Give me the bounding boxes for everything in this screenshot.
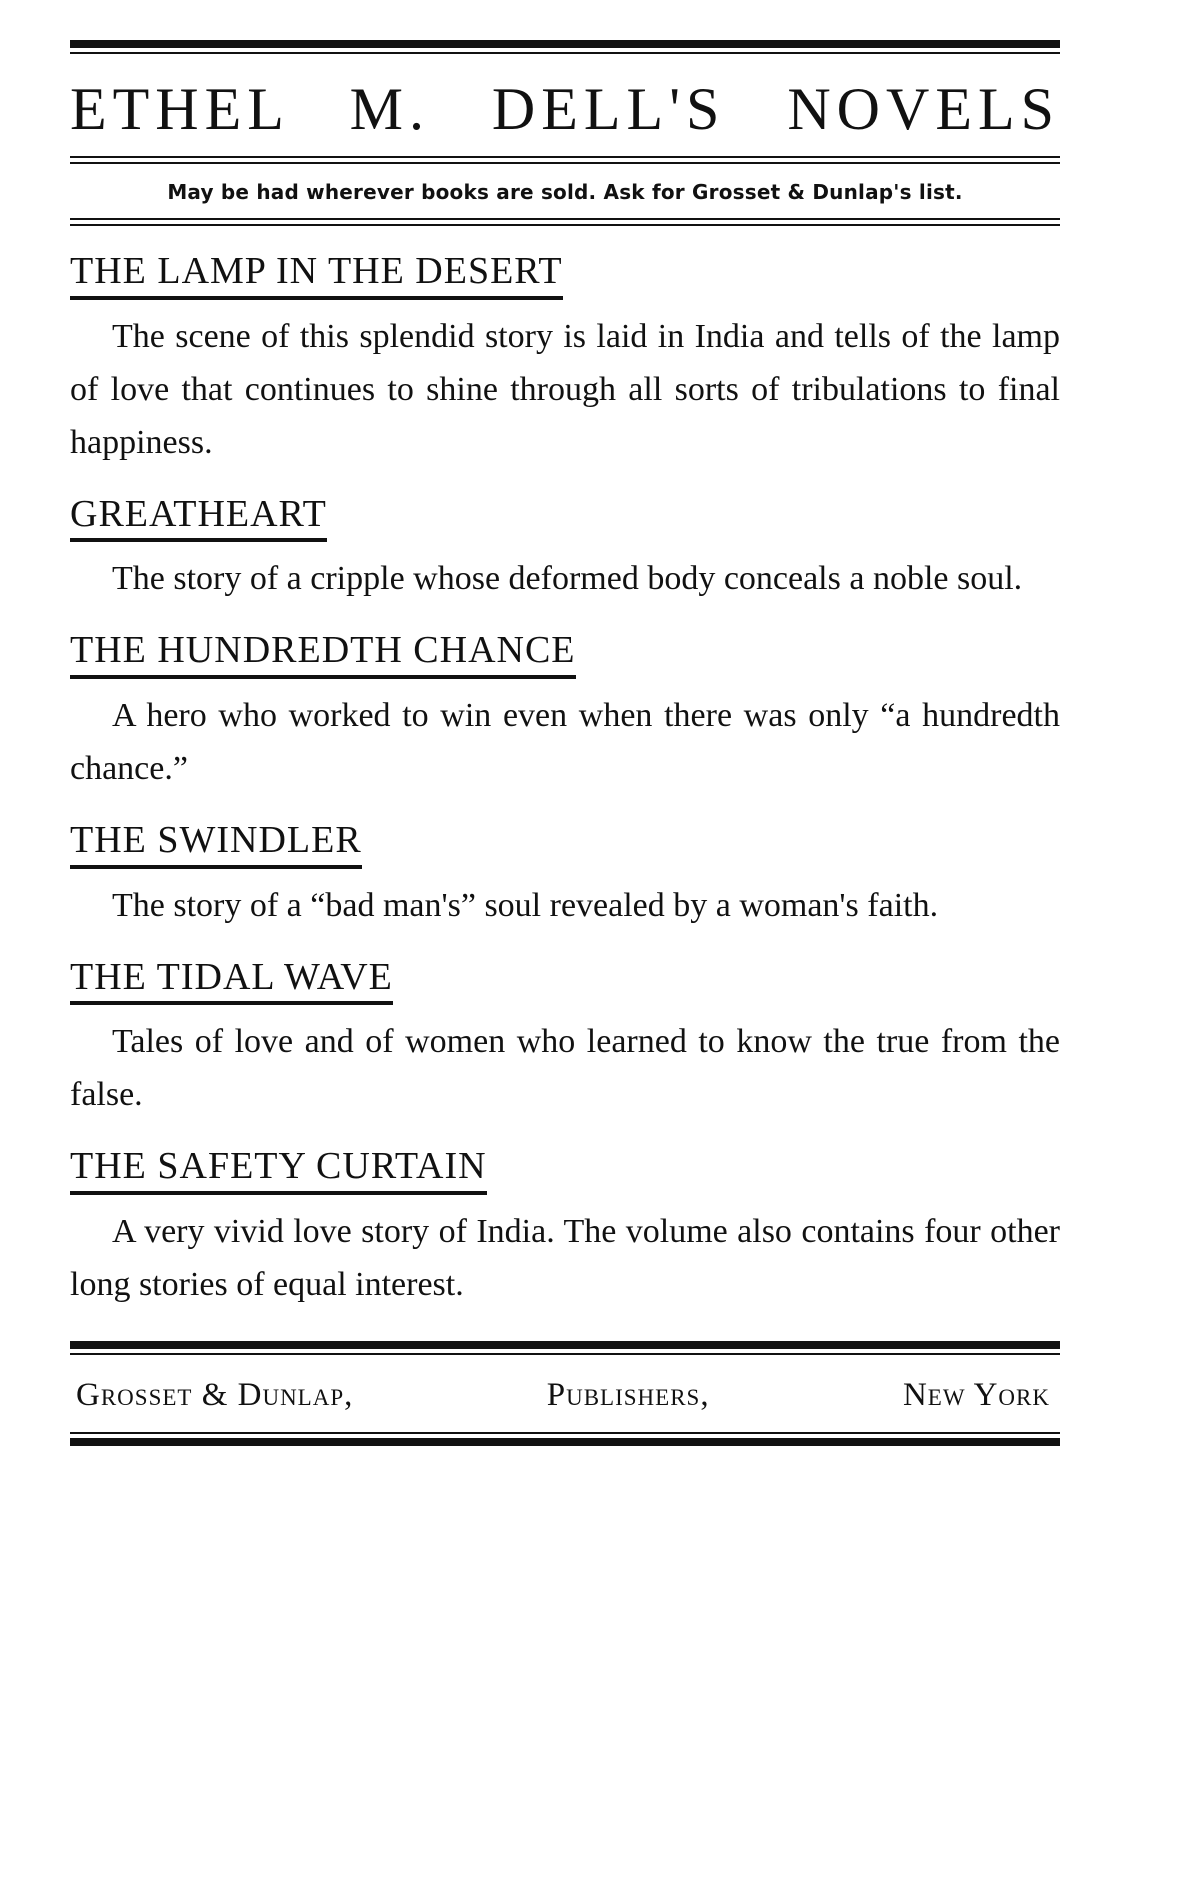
novel-title: THE TIDAL WAVE	[70, 956, 393, 1006]
publisher-line	[76, 1377, 1050, 1414]
novel-title: THE SAFETY CURTAIN	[70, 1145, 487, 1195]
novel-title: THE HUNDREDTH CHANCE	[70, 629, 576, 679]
bottom-rule	[70, 1438, 1060, 1446]
novel-entry-greatheart	[70, 493, 1060, 606]
novel-entry-lamp-in-the-desert	[70, 250, 1060, 469]
top-rule	[70, 40, 1060, 48]
novel-description: Tales of love and of women who learned to know the true from the false.	[70, 1023, 1060, 1114]
title-rule-2	[70, 162, 1060, 164]
availability-note: May be had wherever books are sold. Ask for Grosset & Dunlap's list.	[167, 180, 963, 204]
novel-description: A very vivid love story of India. The volume also contains four other long stories of equal interest.	[70, 1213, 1060, 1304]
publisher-city: New York	[902, 1377, 1050, 1414]
novel-title: GREATHEART	[70, 493, 327, 543]
publisher-role: Publishers,	[546, 1377, 710, 1414]
footer-rule	[70, 1341, 1060, 1349]
publisher-name: Grosset & Dunlap,	[76, 1377, 354, 1414]
novel-description: The scene of this splendid story is laid in India and tells of the lamp of love that continues to shine through all sorts of tribulations to final happiness.	[70, 317, 1060, 461]
top-rule-thin	[70, 52, 1060, 54]
novel-description: A hero who worked to win even when there was only “a hundredth chance.”	[70, 697, 1060, 788]
novel-title: THE LAMP IN THE DESERT	[70, 250, 563, 300]
novel-title: THE SWINDLER	[70, 819, 362, 869]
novel-entry-hundredth-chance	[70, 629, 1060, 795]
advertisement-page	[70, 40, 1060, 1446]
subtitle-rule-2	[70, 224, 1060, 226]
novel-entry-safety-curtain	[70, 1145, 1060, 1311]
page-title: ETHEL M. DELL'S NOVELS	[70, 76, 1060, 142]
novel-entry-tidal-wave	[70, 956, 1060, 1122]
footer-rule-thin	[70, 1353, 1060, 1355]
novel-description: The story of a “bad man's” soul revealed by a woman's faith.	[112, 886, 939, 924]
novel-description: The story of a cripple whose deformed body conceals a noble soul.	[112, 560, 1023, 598]
novel-entry-swindler	[70, 819, 1060, 932]
